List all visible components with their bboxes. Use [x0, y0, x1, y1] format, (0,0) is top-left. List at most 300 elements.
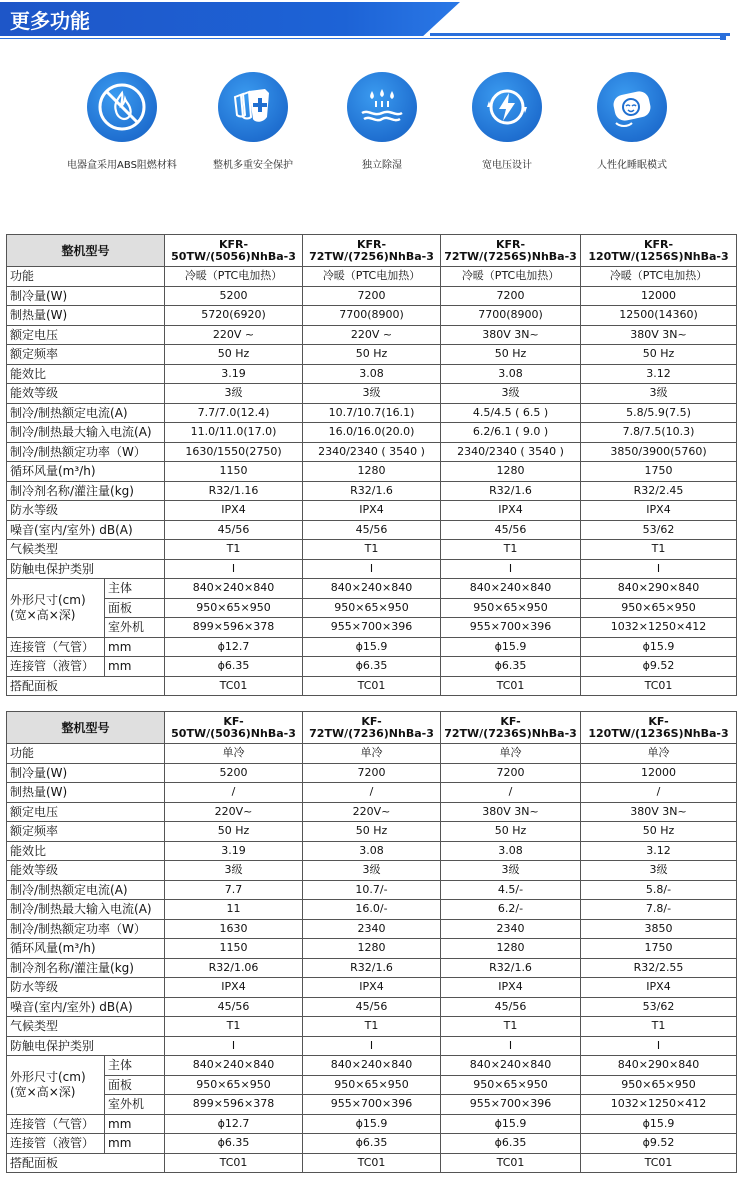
spec-value: 16.0/16.0(20.0) — [303, 423, 441, 443]
panel-value: TC01 — [441, 676, 581, 696]
sleep-mode-icon — [597, 72, 667, 142]
pipe-value: ϕ6.35 — [165, 1134, 303, 1154]
spec-label: 功能 — [7, 744, 165, 764]
spec-row — [7, 900, 737, 920]
spec-value: 7.8/- — [581, 900, 737, 920]
spec-value: 5.8/- — [581, 880, 737, 900]
shield-protection-icon — [218, 72, 288, 142]
spec-value: 16.0/- — [303, 900, 441, 920]
spec-value: I — [303, 1036, 441, 1056]
feature-label: 整机多重安全保护 — [213, 160, 293, 171]
spec-value: R32/1.6 — [441, 481, 581, 501]
spec-label: 制冷量(W) — [7, 286, 165, 306]
pipe-value: ϕ6.35 — [303, 657, 441, 677]
spec-row — [7, 919, 737, 939]
spec-value: 1280 — [441, 462, 581, 482]
spec-value: 11 — [165, 900, 303, 920]
pipe-value: ϕ15.9 — [303, 637, 441, 657]
page-title: 更多功能 — [10, 9, 90, 33]
dimension-value: 1032×1250×412 — [581, 1095, 737, 1115]
spec-value: IPX4 — [165, 978, 303, 998]
spec-label: 防水等级 — [7, 978, 165, 998]
spec-value: 7200 — [441, 286, 581, 306]
spec-value: 50 Hz — [441, 345, 581, 365]
pipe-label: 连接管（液管） — [7, 1134, 105, 1154]
dimension-row — [7, 1095, 737, 1115]
spec-label: 制冷/制热额定功率（W） — [7, 442, 165, 462]
spec-row — [7, 462, 737, 482]
spec-value: IPX4 — [581, 978, 737, 998]
spec-value: / — [303, 783, 441, 803]
spec-row — [7, 325, 737, 345]
spec-value: IPX4 — [303, 501, 441, 521]
spec-row — [7, 403, 737, 423]
spec-value: IPX4 — [441, 978, 581, 998]
spec-value: 单冷 — [303, 744, 441, 764]
dimension-label: 外形尺寸(cm) (宽×高×深) — [7, 579, 105, 638]
pipe-unit: mm — [105, 637, 165, 657]
dimension-value: 950×65×950 — [165, 598, 303, 618]
spec-row — [7, 841, 737, 861]
pipe-value: ϕ6.35 — [441, 657, 581, 677]
spec-label: 噪音(室内/室外) dB(A) — [7, 520, 165, 540]
pipe-value: ϕ6.35 — [441, 1134, 581, 1154]
dimension-value: 950×65×950 — [303, 598, 441, 618]
dimension-value: 840×240×840 — [303, 579, 441, 599]
spec-label: 气候类型 — [7, 540, 165, 560]
spec-value: I — [165, 1036, 303, 1056]
dehumidify-icon — [347, 72, 417, 142]
spec-label: 功能 — [7, 267, 165, 287]
spec-value: 3.08 — [441, 841, 581, 861]
header-divider-dot — [720, 34, 726, 40]
panel-value: TC01 — [441, 1153, 581, 1173]
spec-value: IPX4 — [165, 501, 303, 521]
dimension-value: 840×240×840 — [165, 579, 303, 599]
spec-value: T1 — [303, 1017, 441, 1037]
pipe-row — [7, 1114, 737, 1134]
spec-value: 7200 — [441, 763, 581, 783]
feature-label: 人性化睡眠模式 — [597, 160, 667, 171]
spec-value: 单冷 — [165, 744, 303, 764]
dimension-value: 1032×1250×412 — [581, 618, 737, 638]
pipe-label: 连接管（气管） — [7, 1114, 105, 1134]
spec-value: R32/1.6 — [303, 958, 441, 978]
spec-value: T1 — [581, 1017, 737, 1037]
spec-value: 6.2/- — [441, 900, 581, 920]
pipe-label: 连接管（气管） — [7, 637, 105, 657]
spec-label: 额定电压 — [7, 802, 165, 822]
spec-value: 7700(8900) — [303, 306, 441, 326]
panel-row — [7, 1153, 737, 1173]
pipe-value: ϕ12.7 — [165, 1114, 303, 1134]
pipe-value: ϕ15.9 — [581, 1114, 737, 1134]
spec-row — [7, 520, 737, 540]
spec-value: 7200 — [303, 763, 441, 783]
spec-label: 循环风量(m³/h) — [7, 462, 165, 482]
panel-value: TC01 — [303, 676, 441, 696]
spec-value: 3.08 — [303, 841, 441, 861]
spec-value: 1750 — [581, 462, 737, 482]
flame-retardant-icon — [87, 72, 157, 142]
pipe-value: ϕ9.52 — [581, 1134, 737, 1154]
wide-voltage-icon — [472, 72, 542, 142]
spec-value: 1280 — [303, 462, 441, 482]
pipe-value: ϕ15.9 — [303, 1114, 441, 1134]
pipe-row — [7, 1134, 737, 1154]
dimension-value: 955×700×396 — [441, 618, 581, 638]
spec-value: 45/56 — [441, 520, 581, 540]
spec-value: I — [165, 559, 303, 579]
spec-label: 能效比 — [7, 364, 165, 384]
spec-value: 5200 — [165, 286, 303, 306]
spec-value: 冷暖（PTC电加热） — [165, 267, 303, 287]
dimension-value: 950×65×950 — [441, 1075, 581, 1095]
pipe-value: ϕ6.35 — [303, 1134, 441, 1154]
pipe-unit: mm — [105, 1134, 165, 1154]
spec-value: 50 Hz — [581, 345, 737, 365]
spec-label: 制热量(W) — [7, 306, 165, 326]
spec-value: 3.08 — [441, 364, 581, 384]
model-name: KF-72TW/(7236)NhBa-3 — [303, 712, 441, 744]
model-name: KF-72TW/(7236S)NhBa-3 — [441, 712, 581, 744]
spec-value: 380V 3N~ — [581, 802, 737, 822]
dimension-sub-label: 主体 — [105, 579, 165, 599]
spec-value: / — [581, 783, 737, 803]
spec-label: 制冷剂名称/灌注量(kg) — [7, 481, 165, 501]
spec-value: IPX4 — [303, 978, 441, 998]
spec-value: 2340/2340 ( 3540 ) — [441, 442, 581, 462]
dimension-sub-label: 室外机 — [105, 1095, 165, 1115]
spec-value: 50 Hz — [441, 822, 581, 842]
spec-value: I — [441, 1036, 581, 1056]
model-name: KFR-50TW/(5056)NhBa-3 — [165, 235, 303, 267]
spec-row — [7, 763, 737, 783]
spec-value: 7700(8900) — [441, 306, 581, 326]
spec-value: 3级 — [165, 384, 303, 404]
dimension-value: 950×65×950 — [581, 1075, 737, 1095]
spec-row — [7, 501, 737, 521]
spec-value: R32/1.6 — [441, 958, 581, 978]
spec-value: 1630/1550(2750) — [165, 442, 303, 462]
spec-value: T1 — [303, 540, 441, 560]
dimension-value: 955×700×396 — [441, 1095, 581, 1115]
spec-value: 2340 — [441, 919, 581, 939]
pipe-value: ϕ15.9 — [581, 637, 737, 657]
panel-label: 搭配面板 — [7, 676, 165, 696]
dimension-row — [7, 618, 737, 638]
spec-value: R32/1.6 — [303, 481, 441, 501]
spec-value: IPX4 — [441, 501, 581, 521]
spec-row — [7, 384, 737, 404]
spec-row — [7, 267, 737, 287]
spec-value: 50 Hz — [303, 822, 441, 842]
dimension-value: 950×65×950 — [165, 1075, 303, 1095]
spec-value: 380V 3N~ — [441, 802, 581, 822]
spec-value: R32/1.06 — [165, 958, 303, 978]
panel-value: TC01 — [303, 1153, 441, 1173]
dimension-value: 840×240×840 — [441, 1056, 581, 1076]
spec-row — [7, 939, 737, 959]
feature-label: 独立除湿 — [362, 160, 402, 171]
model-header-label: 整机型号 — [7, 712, 165, 744]
pipe-value: ϕ15.9 — [441, 637, 581, 657]
spec-value: / — [165, 783, 303, 803]
dimension-sub-label: 主体 — [105, 1056, 165, 1076]
spec-value: 1750 — [581, 939, 737, 959]
spec-value: 220V ~ — [303, 325, 441, 345]
dimension-value: 840×290×840 — [581, 579, 737, 599]
spec-label: 制冷剂名称/灌注量(kg) — [7, 958, 165, 978]
spec-row — [7, 861, 737, 881]
spec-value: 3级 — [581, 384, 737, 404]
spec-label: 能效等级 — [7, 861, 165, 881]
header-divider — [0, 38, 720, 39]
spec-value: 50 Hz — [165, 822, 303, 842]
spec-value: I — [303, 559, 441, 579]
spec-value: 7.8/7.5(10.3) — [581, 423, 737, 443]
spec-value: 7.7/7.0(12.4) — [165, 403, 303, 423]
spec-value: 冷暖（PTC电加热） — [303, 267, 441, 287]
dimension-sub-label: 室外机 — [105, 618, 165, 638]
dimension-value: 840×240×840 — [441, 579, 581, 599]
spec-row — [7, 802, 737, 822]
spec-label: 能效比 — [7, 841, 165, 861]
pipe-value: ϕ9.52 — [581, 657, 737, 677]
spec-value: 3.12 — [581, 841, 737, 861]
spec-value: 50 Hz — [303, 345, 441, 365]
pipe-label: 连接管（液管） — [7, 657, 105, 677]
model-header-label: 整机型号 — [7, 235, 165, 267]
spec-row — [7, 364, 737, 384]
spec-value: 冷暖（PTC电加热） — [441, 267, 581, 287]
spec-value: T1 — [441, 540, 581, 560]
spec-value: 3级 — [303, 384, 441, 404]
spec-value: R32/1.16 — [165, 481, 303, 501]
dimension-value: 899×596×378 — [165, 1095, 303, 1115]
spec-label: 制冷/制热最大输入电流(A) — [7, 423, 165, 443]
pipe-row — [7, 637, 737, 657]
spec-row — [7, 540, 737, 560]
spec-value: T1 — [581, 540, 737, 560]
spec-row — [7, 958, 737, 978]
spec-value: R32/2.55 — [581, 958, 737, 978]
spec-row — [7, 286, 737, 306]
model-name: KF-50TW/(5036)NhBa-3 — [165, 712, 303, 744]
spec-value: 45/56 — [441, 997, 581, 1017]
spec-row — [7, 783, 737, 803]
spec-value: 5720(6920) — [165, 306, 303, 326]
feature-label: 宽电压设计 — [482, 160, 532, 171]
spec-value: 50 Hz — [165, 345, 303, 365]
spec-row — [7, 559, 737, 579]
spec-value: 53/62 — [581, 997, 737, 1017]
feature-wide-voltage — [437, 72, 577, 171]
pipe-value: ϕ12.7 — [165, 637, 303, 657]
spec-value: 4.5/4.5 ( 6.5 ) — [441, 403, 581, 423]
spec-value: 220V ~ — [165, 325, 303, 345]
spec-value: 4.5/- — [441, 880, 581, 900]
pipe-unit: mm — [105, 657, 165, 677]
spec-label: 额定频率 — [7, 822, 165, 842]
pipe-unit: mm — [105, 1114, 165, 1134]
dimension-value: 899×596×378 — [165, 618, 303, 638]
dimension-value: 955×700×396 — [303, 1095, 441, 1115]
spec-value: T1 — [441, 1017, 581, 1037]
spec-value: 3级 — [165, 861, 303, 881]
spec-value: 3级 — [441, 861, 581, 881]
spec-value: 3级 — [303, 861, 441, 881]
spec-value: 3850/3900(5760) — [581, 442, 737, 462]
model-name: KFR-72TW/(7256S)NhBa-3 — [441, 235, 581, 267]
spec-value: 12000 — [581, 286, 737, 306]
spec-value: 45/56 — [165, 997, 303, 1017]
spec-value: 3.19 — [165, 364, 303, 384]
spec-value: 1150 — [165, 462, 303, 482]
feature-flame-retardant — [52, 72, 192, 171]
dimension-sub-label: 面板 — [105, 598, 165, 618]
spec-label: 制冷/制热额定电流(A) — [7, 403, 165, 423]
dimension-row — [7, 579, 737, 599]
spec-value: T1 — [165, 540, 303, 560]
dimension-value: 840×240×840 — [303, 1056, 441, 1076]
spec-row — [7, 1017, 737, 1037]
spec-value: I — [581, 1036, 737, 1056]
spec-value: 53/62 — [581, 520, 737, 540]
spec-label: 额定电压 — [7, 325, 165, 345]
spec-value: 12500(14360) — [581, 306, 737, 326]
panel-value: TC01 — [165, 1153, 303, 1173]
spec-label: 额定频率 — [7, 345, 165, 365]
spec-value: 7200 — [303, 286, 441, 306]
spec-label: 制冷/制热额定功率（W） — [7, 919, 165, 939]
spec-row — [7, 481, 737, 501]
spec-label: 制冷/制热额定电流(A) — [7, 880, 165, 900]
spec-value: 3级 — [581, 861, 737, 881]
spec-table-cooling-only — [6, 711, 737, 1173]
dimension-row — [7, 1056, 737, 1076]
spec-value: 5.8/5.9(7.5) — [581, 403, 737, 423]
spec-value: 3850 — [581, 919, 737, 939]
spec-value: I — [581, 559, 737, 579]
spec-label: 制热量(W) — [7, 783, 165, 803]
panel-value: TC01 — [581, 676, 737, 696]
spec-value: 220V~ — [165, 802, 303, 822]
spec-value: 单冷 — [581, 744, 737, 764]
spec-value: 3.08 — [303, 364, 441, 384]
header-divider-accent — [430, 33, 730, 36]
model-name: KFR-72TW/(7256)NhBa-3 — [303, 235, 441, 267]
panel-row — [7, 676, 737, 696]
spec-value: 冷暖（PTC电加热） — [581, 267, 737, 287]
dimension-label: 外形尺寸(cm) (宽×高×深) — [7, 1056, 105, 1115]
spec-value: 单冷 — [441, 744, 581, 764]
spec-value: 1150 — [165, 939, 303, 959]
model-name: KFR-120TW/(1256S)NhBa-3 — [581, 235, 737, 267]
dimension-row — [7, 1075, 737, 1095]
spec-table-heat-pump — [6, 234, 737, 696]
section-header — [0, 0, 750, 44]
spec-label: 制冷/制热最大输入电流(A) — [7, 900, 165, 920]
spec-value: 10.7/10.7(16.1) — [303, 403, 441, 423]
spec-row — [7, 345, 737, 365]
spec-value: 3.19 — [165, 841, 303, 861]
spec-value: 2340 — [303, 919, 441, 939]
spec-label: 防触电保护类别 — [7, 1036, 165, 1056]
dimension-value: 840×290×840 — [581, 1056, 737, 1076]
dimension-value: 950×65×950 — [581, 598, 737, 618]
spec-value: 380V 3N~ — [581, 325, 737, 345]
spec-value: 10.7/- — [303, 880, 441, 900]
spec-row — [7, 880, 737, 900]
spec-value: 220V~ — [303, 802, 441, 822]
spec-value: 45/56 — [303, 997, 441, 1017]
model-name: KF-120TW/(1236S)NhBa-3 — [581, 712, 737, 744]
spec-row — [7, 306, 737, 326]
spec-value: 2340/2340 ( 3540 ) — [303, 442, 441, 462]
spec-value: 1280 — [303, 939, 441, 959]
panel-label: 搭配面板 — [7, 1153, 165, 1173]
spec-value: 45/56 — [303, 520, 441, 540]
feature-list — [0, 44, 750, 204]
spec-label: 制冷量(W) — [7, 763, 165, 783]
spec-value: 3.12 — [581, 364, 737, 384]
spec-value: / — [441, 783, 581, 803]
spec-label: 噪音(室内/室外) dB(A) — [7, 997, 165, 1017]
feature-dehumidify — [312, 72, 452, 171]
header-row — [7, 712, 737, 744]
spec-label: 防触电保护类别 — [7, 559, 165, 579]
spec-value: I — [441, 559, 581, 579]
spec-row — [7, 978, 737, 998]
panel-value: TC01 — [581, 1153, 737, 1173]
panel-value: TC01 — [165, 676, 303, 696]
feature-label: 电器盒采用ABS阻燃材料 — [67, 160, 177, 171]
spec-row — [7, 442, 737, 462]
spec-row — [7, 822, 737, 842]
spec-row — [7, 744, 737, 764]
spec-label: 防水等级 — [7, 501, 165, 521]
spec-value: 6.2/6.1 ( 9.0 ) — [441, 423, 581, 443]
spec-value: 50 Hz — [581, 822, 737, 842]
feature-sleep-mode — [562, 72, 702, 171]
spec-value: 12000 — [581, 763, 737, 783]
spec-label: 气候类型 — [7, 1017, 165, 1037]
dimension-value: 840×240×840 — [165, 1056, 303, 1076]
spec-row — [7, 997, 737, 1017]
spec-value: 11.0/11.0(17.0) — [165, 423, 303, 443]
spec-value: R32/2.45 — [581, 481, 737, 501]
spec-value: IPX4 — [581, 501, 737, 521]
dimension-value: 950×65×950 — [441, 598, 581, 618]
spec-value: 380V 3N~ — [441, 325, 581, 345]
spec-label: 能效等级 — [7, 384, 165, 404]
spec-row — [7, 423, 737, 443]
dimension-value: 950×65×950 — [303, 1075, 441, 1095]
header-row — [7, 235, 737, 267]
dimension-row — [7, 598, 737, 618]
dimension-value: 955×700×396 — [303, 618, 441, 638]
spec-value: 3级 — [441, 384, 581, 404]
spec-value: 1280 — [441, 939, 581, 959]
spec-row — [7, 1036, 737, 1056]
spec-value: 1630 — [165, 919, 303, 939]
pipe-row — [7, 657, 737, 677]
dimension-sub-label: 面板 — [105, 1075, 165, 1095]
spec-value: 5200 — [165, 763, 303, 783]
spec-value: 45/56 — [165, 520, 303, 540]
pipe-value: ϕ15.9 — [441, 1114, 581, 1134]
